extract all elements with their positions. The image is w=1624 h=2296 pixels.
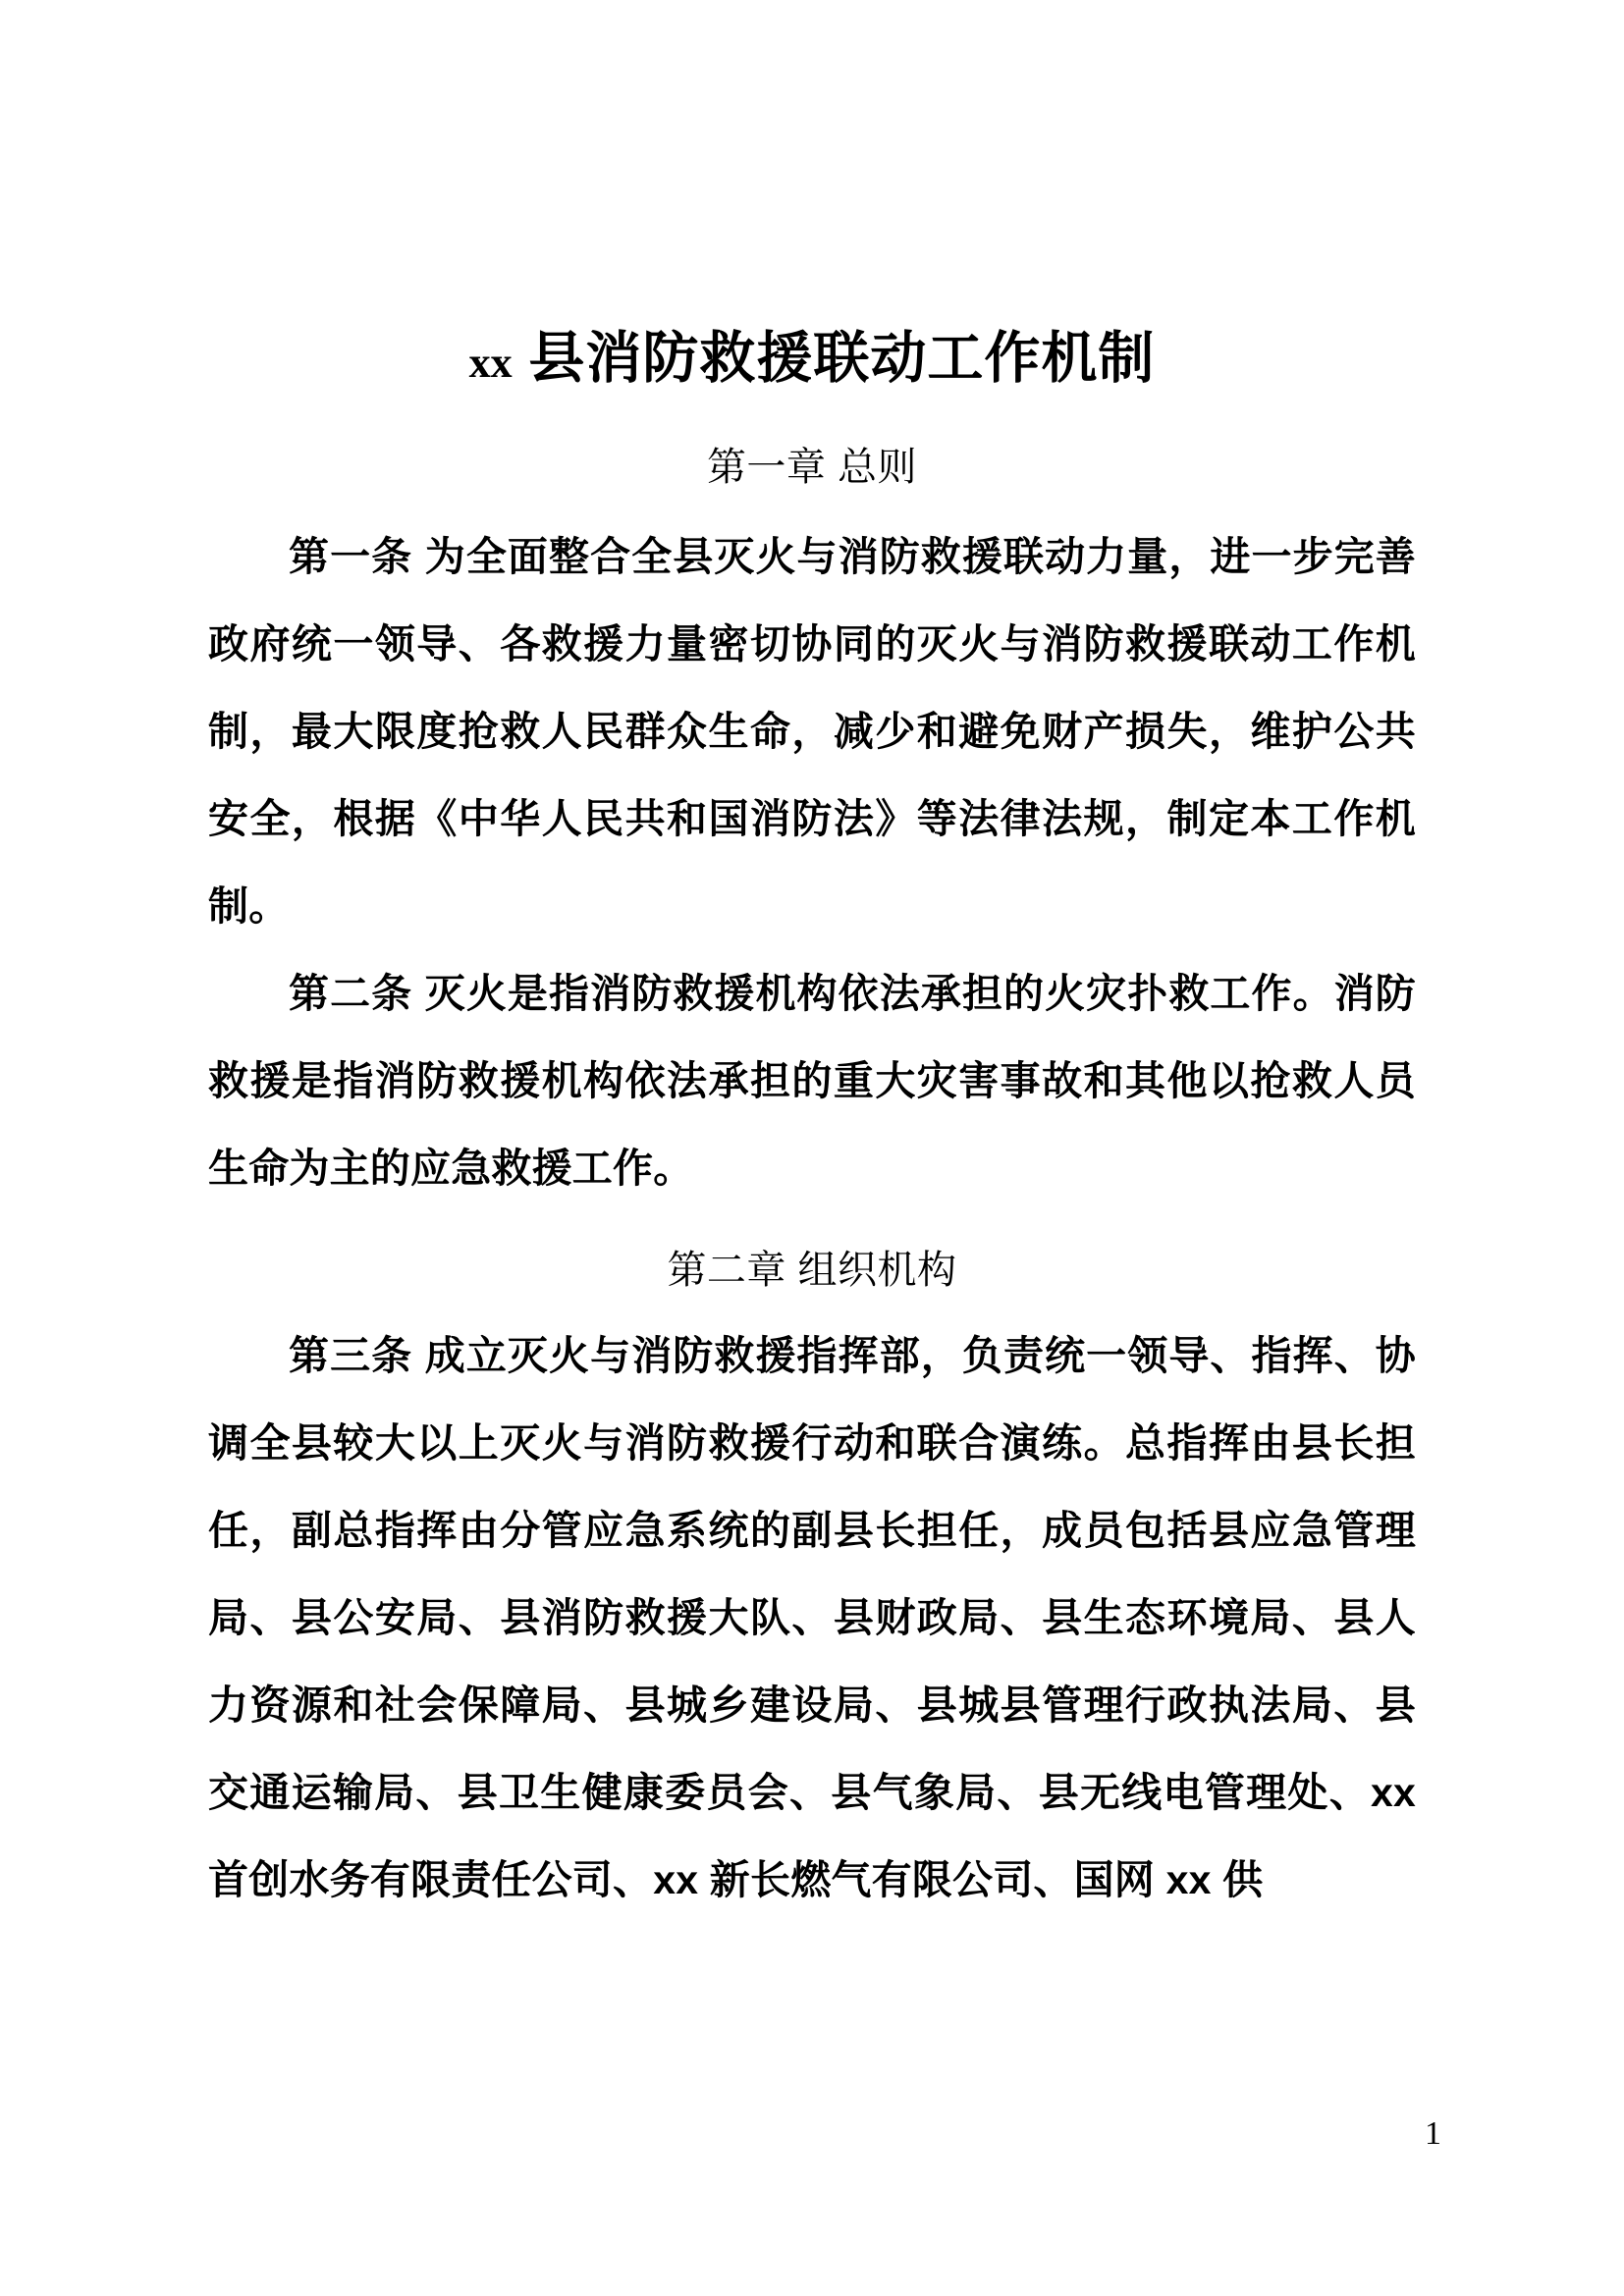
page-title-latin-prefix: xx [468, 339, 513, 387]
article-paragraph-2: 第二条 灭火是指消防救援机构依法承担的火灾扑救工作。消防救援是指消防救援机构依法承担的重大灾害事故和其他以抢救人员生命为主的应急救援工作。 [208, 971, 1416, 1192]
page-number: 1 [1425, 2115, 1441, 2152]
article-paragraph-3: 第三条 成立灭火与消防救援指挥部，负责统一领导、指挥、协调全县较大以上灭火与消防救援行动和联合演练。总指挥由县长担任，副总指挥由分管应急系统的副县长担任，成员包括县应急管理局、县公安局、县消防救援大队、县财政局、县生态环境局、县人力资源和社会保障局、县城乡建设局、县城县管理行政执法局、县交通运输局、县卫生健康委员会、县气象局、县无线电管理处、xx 首创水务有限责任公司、xx 新长燃气有限公司、国网 xx 供 [208, 1333, 1416, 1903]
page-title [208, 324, 1416, 394]
article-paragraph-1: 第一条 为全面整合全县灭火与消防救援联动力量，进一步完善政府统一领导、各救援力量密切协同的灭火与消防救援联动工作机制，最大限度抢救人民群众生命，减少和避免财产损失，维护公共安全，根据《中华人民共和国消防法》等法律法规，制定本工作机制。 [208, 534, 1416, 930]
document-body [208, 324, 1416, 1924]
chapter-heading-1: 第一章 总则 [706, 446, 918, 490]
chapter-heading-2: 第二章 组织机构 [667, 1249, 957, 1293]
page-title-text: 县消防救援联动工作机制 [512, 327, 1156, 390]
